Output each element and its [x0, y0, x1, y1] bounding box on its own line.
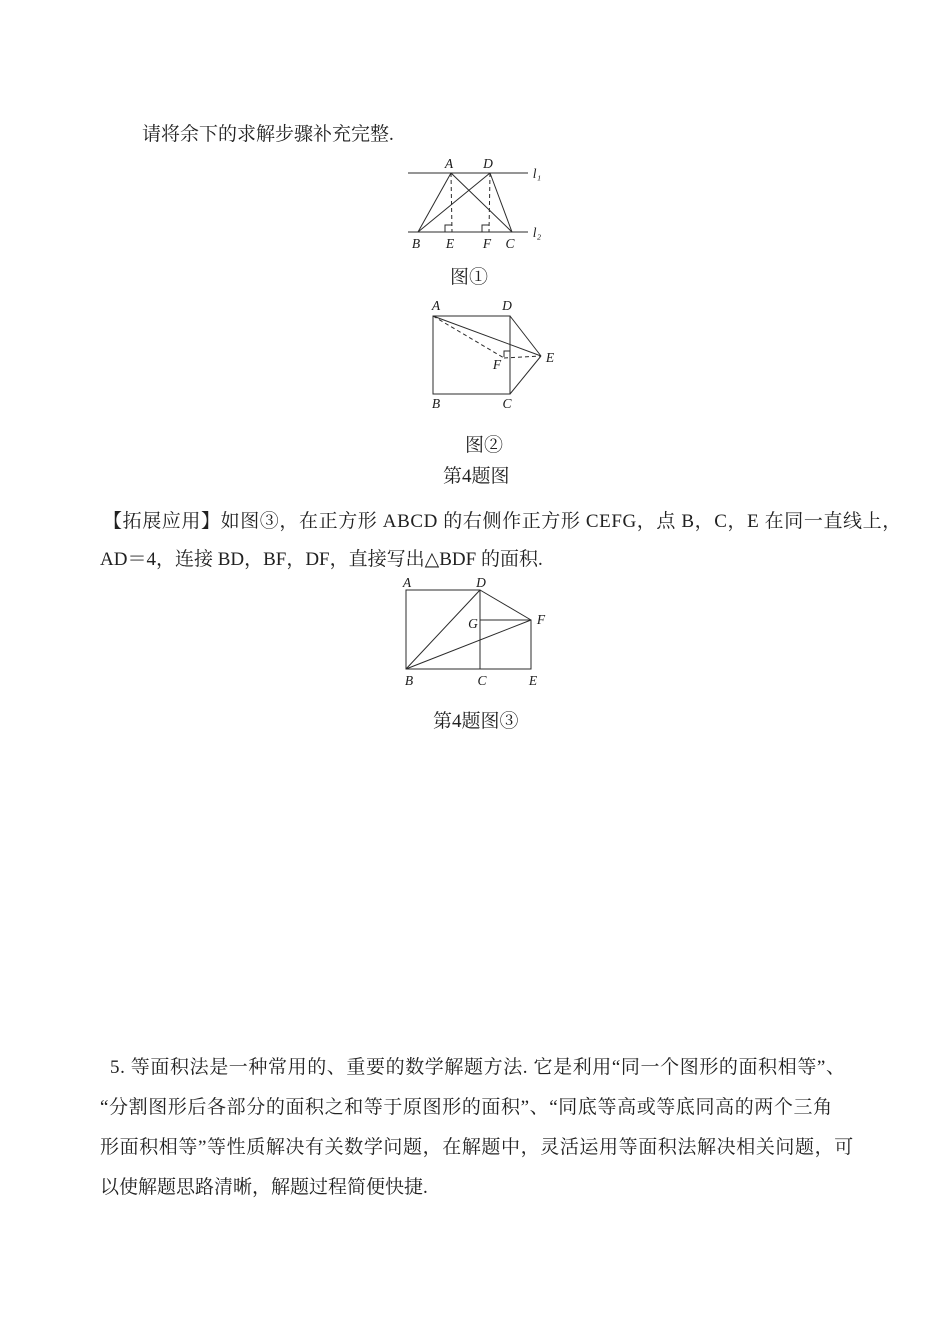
fig3-label-e: E — [528, 673, 538, 688]
fig3-label-f: F — [536, 612, 546, 627]
fig3-square-cefg — [480, 620, 531, 669]
fig2-label-a: A — [431, 298, 441, 313]
fig2-label-b: B — [431, 396, 441, 411]
fig2-label-e: E — [545, 350, 555, 365]
figure-1-caption: 图① — [450, 267, 489, 288]
fig3-label-b: B — [404, 673, 414, 688]
fig1-solid-segments — [418, 173, 512, 232]
fig1-label-f: F — [482, 236, 492, 251]
fig2-square-abcd — [433, 316, 510, 394]
intro-paragraph: 请将余下的求解步骤补充完整. — [142, 124, 394, 145]
fig1-parallel-lines — [408, 173, 528, 232]
fig3-label-a: A — [402, 578, 412, 590]
fig1-label-d: D — [483, 156, 493, 171]
fig1-dashed-altitudes — [451, 173, 490, 232]
figure-1-diagram — [383, 147, 553, 252]
fig2-label-c: C — [502, 396, 512, 411]
figure-group-caption: 第4题图 — [443, 466, 510, 487]
problem-5-line-1: 5. 等面积法是一种常用的、重要的数学解题方法. 它是利用“同一个图形的面积相等”、 — [110, 1057, 846, 1078]
fig2-label-d: D — [502, 298, 512, 313]
fig1-label-c: C — [505, 236, 515, 251]
fig1-label-e: E — [445, 236, 455, 251]
problem-5-line-2: “分割图形后各部分的面积之和等于原图形的面积”、“同底等高或等底同高的两个三角 — [100, 1097, 833, 1118]
fig2-right-angle-mark — [504, 351, 510, 357]
fig3-label-c: C — [477, 673, 487, 688]
fig1-label-l2: l₂ — [532, 225, 542, 240]
figure-2-diagram — [425, 295, 565, 413]
expansion-line-2: AD＝4，连接 BD，BF，DF，直接写出△BDF 的面积. — [100, 549, 543, 570]
fig1-label-b: B — [411, 236, 421, 251]
fig1-label-l1: l₁ — [532, 166, 542, 181]
problem-5-line-3: 形面积相等”等性质解决有关数学问题，在解题中，灵活运用等面积法解决相关问题，可 — [100, 1137, 854, 1158]
fig2-solid-segments — [433, 316, 541, 394]
figure-3-diagram — [400, 578, 552, 690]
problem-5-line-4: 以使解题思路清晰，解题过程简便快捷. — [100, 1177, 428, 1198]
fig3-label-g: G — [468, 616, 478, 631]
figure-3-caption: 第4题图③ — [433, 711, 519, 732]
figure-2-caption: 图② — [465, 435, 504, 456]
expansion-line-1: 【拓展应用】如图③，在正方形 ABCD 的右侧作正方形 CEFG，点 B，C，E 在同一直线上， — [103, 511, 902, 532]
fig1-label-a: A — [444, 156, 454, 171]
fig2-label-f: F — [492, 357, 502, 372]
fig3-label-d: D — [476, 578, 486, 590]
